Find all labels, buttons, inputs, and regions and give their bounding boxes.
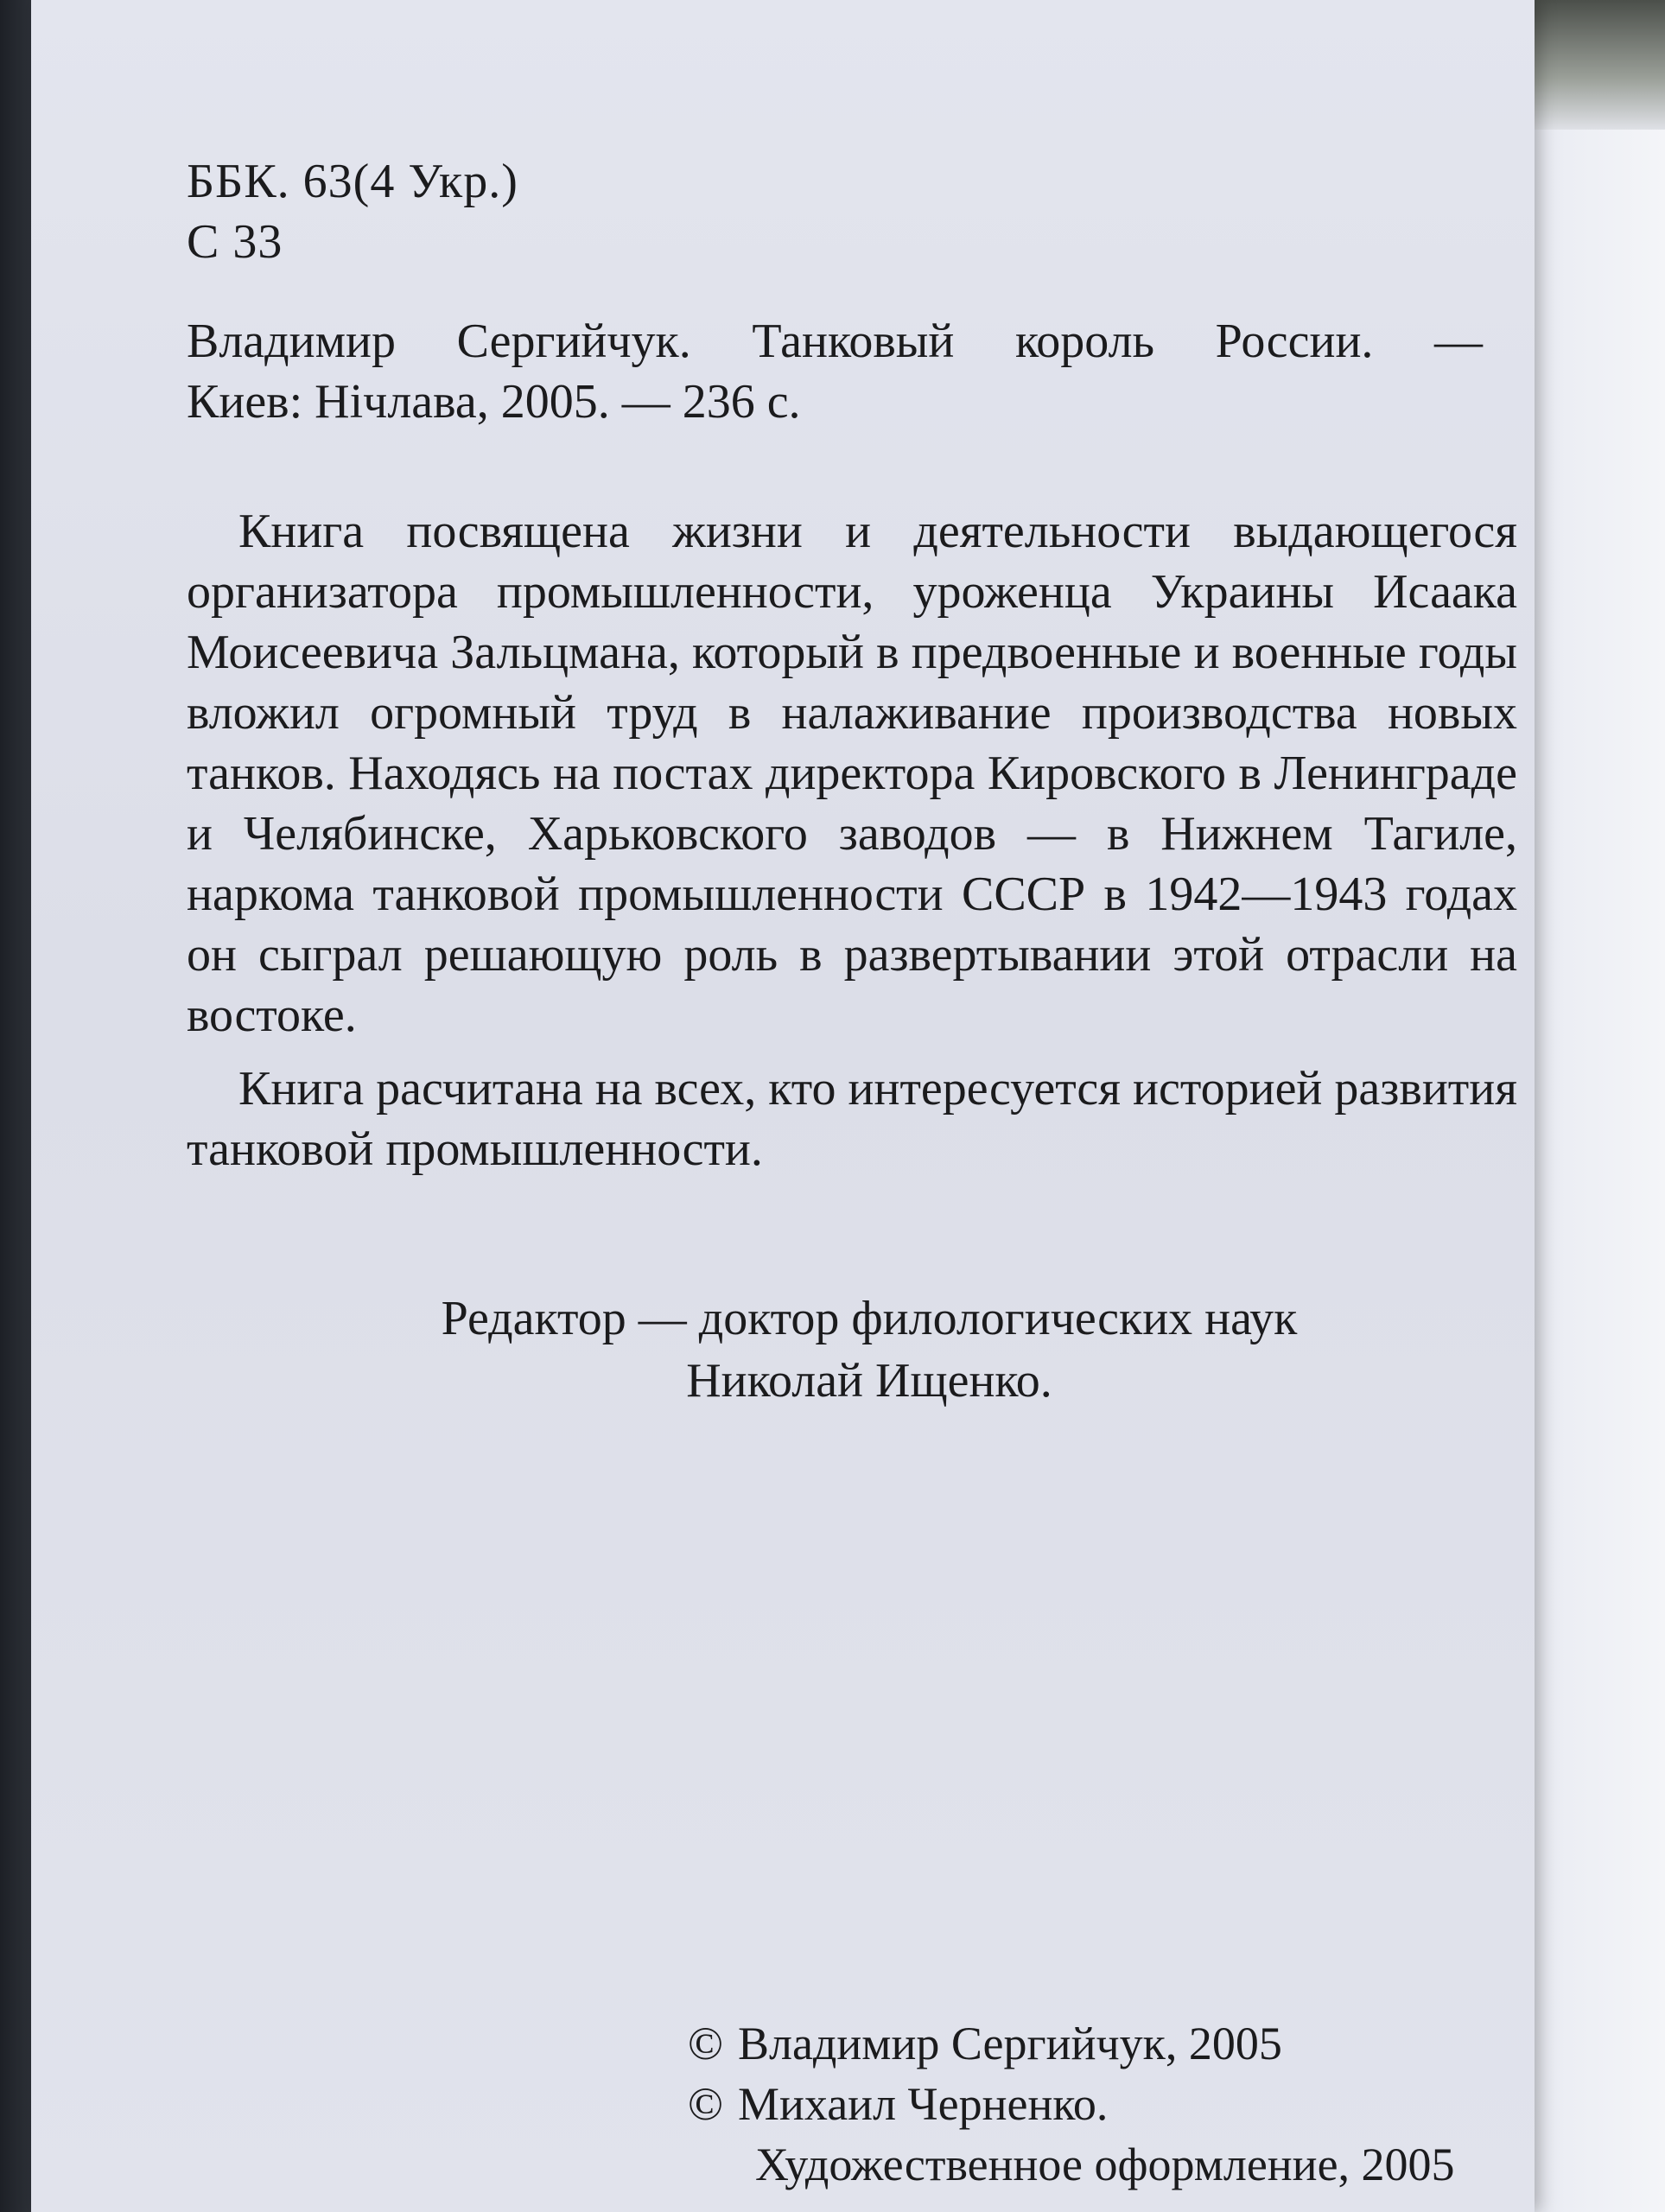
backdrop-dark-left [0,0,35,2212]
copyright-artist: Михаил Черненко. [738,2078,1109,2130]
citation-line-2: Киев: Нічлава, 2005. — 236 с. [187,375,801,429]
copyright-line-2 [688,2074,1552,2134]
editor-credit [290,1287,1448,1412]
citation-line-1: Владимир Сергийчук. Танковый король России. — [187,315,1483,368]
editor-line-2: Николай Ищенко. [686,1354,1052,1408]
classification-block [187,151,1535,272]
annotation-paragraph-1 [187,501,1517,1046]
annotation-paragraph-2 [187,1058,1517,1179]
copyright-icon: © [688,2018,724,2069]
bibliographic-citation [187,311,1483,432]
annotation-text-2: Книга расчитана на всех, кто интересуется историей развития танковой промышленности. [187,1062,1517,1176]
copyright-author: Владимир Сергийчук, 2005 [738,2018,1282,2069]
copyright-block [688,2013,1552,2195]
editor-line-1: Редактор — доктор филологических наук [441,1292,1298,1345]
book-page [31,0,1535,2212]
copyright-icon: © [688,2078,724,2130]
classification-code: ББК. 63(4 Укр.) [187,155,518,208]
author-code: С 33 [187,215,283,269]
copyright-line-1 [688,2013,1552,2074]
annotation-text-1: Книга посвящена жизни и деятельности выдающегося организатора промышленности, уроженца Украины Исаака Моисеевича Зальцмана, который в предвоенные и военные годы вложил огромный труд в налаживание производства новых танков. Находясь на постах директора Кировского в Ленинграде и Челябинске, Харьковского заводов — в Нижнем Тагиле, наркома танковой промышленности СССР в 1942—1943 годах он сыграл решающую роль в развертывании этой отрасли на востоке. [187,505,1517,1042]
copyright-artist-role: Художественное оформление, 2005 [755,2139,1455,2190]
